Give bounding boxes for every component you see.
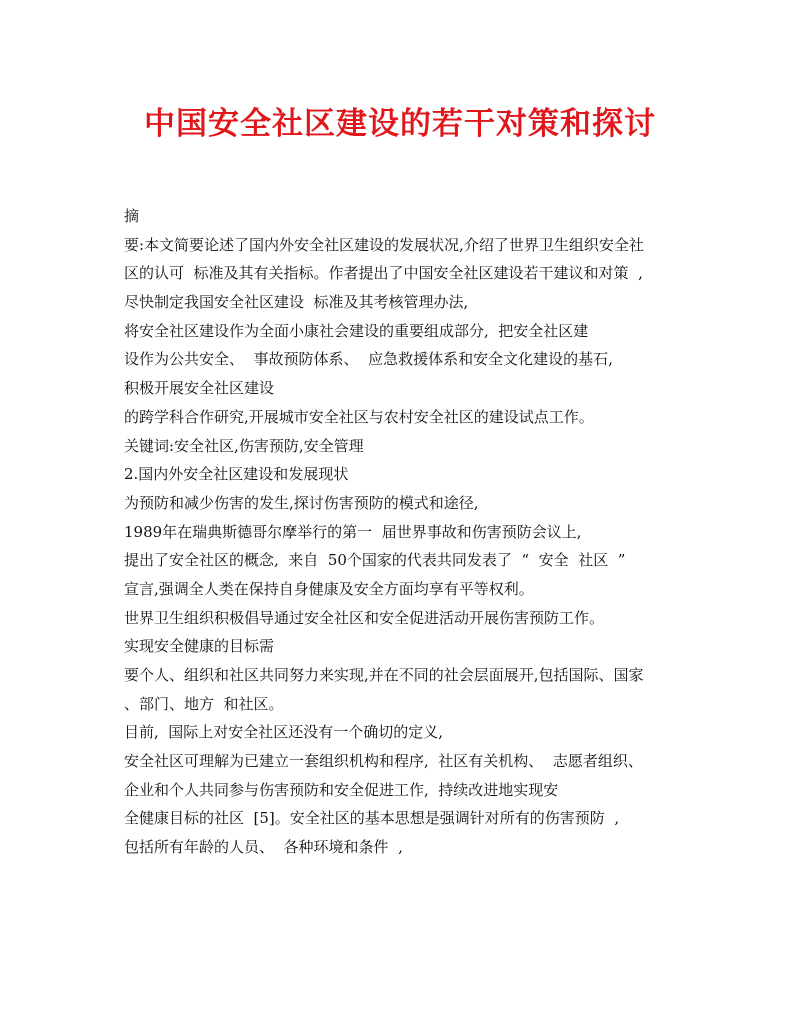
body-line: 实现安全健康的目标需 xyxy=(124,637,275,656)
body-line: 关键词:安全社区,伤害预防,安全管理 xyxy=(124,436,364,455)
body-line: 目前, 国际上对安全社区还没有一个确切的定义, xyxy=(124,723,444,742)
body-line: 将安全社区建设作为全面小康社会建设的重要组成部分, 把安全社区建 xyxy=(124,321,589,340)
body-line: 设作为公共安全、 事故预防体系、 应急救援体系和安全文化建设的基石, xyxy=(124,350,613,369)
body-line: 为预防和减少伤害的发生,探讨伤害预防的模式和途径, xyxy=(124,493,479,512)
body-line: 区的认可 标准及其有关指标。作者提出了中国安全社区建设若干建议和对策 , xyxy=(124,264,643,283)
body-line: 要个人、组织和社区共同努力来实现,并在不同的社会层面展开,包括国际、国家 xyxy=(124,666,644,684)
body-line: 摘 xyxy=(124,207,140,225)
body-line: 企业和个人共同参与伤害预防和安全促进工作, 持续改进地实现安 xyxy=(124,780,559,799)
body-line: 全健康目标的社区 [5]。安全社区的基本思想是强调针对所有的伤害预防 , xyxy=(124,809,620,828)
body-line: 安全社区可理解为已建立一套组织机构和程序, 社区有关机构、 志愿者组织、 xyxy=(124,752,643,771)
body-line: 提出了安全社区的概念, 来自 50个国家的代表共同发表了 “ 安全 社区 ” xyxy=(124,551,626,570)
body-line: 包括所有年龄的人员、 各种环境和条件 , xyxy=(124,838,403,857)
body-line: 宣言,强调全人类在保持自身健康及安全方面均享有平等权利。 xyxy=(124,579,534,598)
body-line: 尽快制定我国安全社区建设 标准及其考核管理办法, xyxy=(124,293,469,312)
body-line: 世界卫生组织积极倡导通过安全社区和安全促进活动开展伤害预防工作。 xyxy=(124,608,605,627)
section-heading: 2.国内外安全社区建设和发展现状 xyxy=(124,465,349,484)
body-line: 、部门、地方 和社区。 xyxy=(124,694,284,713)
body-line: 积极开展安全社区建设 xyxy=(124,379,275,398)
body-line: 要:本文简要论述了国内外安全社区建设的发展状况,介绍了世界卫生组织安全社 xyxy=(124,235,644,254)
document-title: 中国安全社区建设的若干对策和探讨 xyxy=(144,106,656,142)
document-body xyxy=(124,202,684,862)
body-line: 的跨学科合作研究,开展城市安全社区与农村安全社区的建设试点工作。 xyxy=(124,407,594,426)
body-line: 1989年在瑞典斯德哥尔摩举行的第一 届世界事故和伤害预防会议上, xyxy=(124,522,582,541)
